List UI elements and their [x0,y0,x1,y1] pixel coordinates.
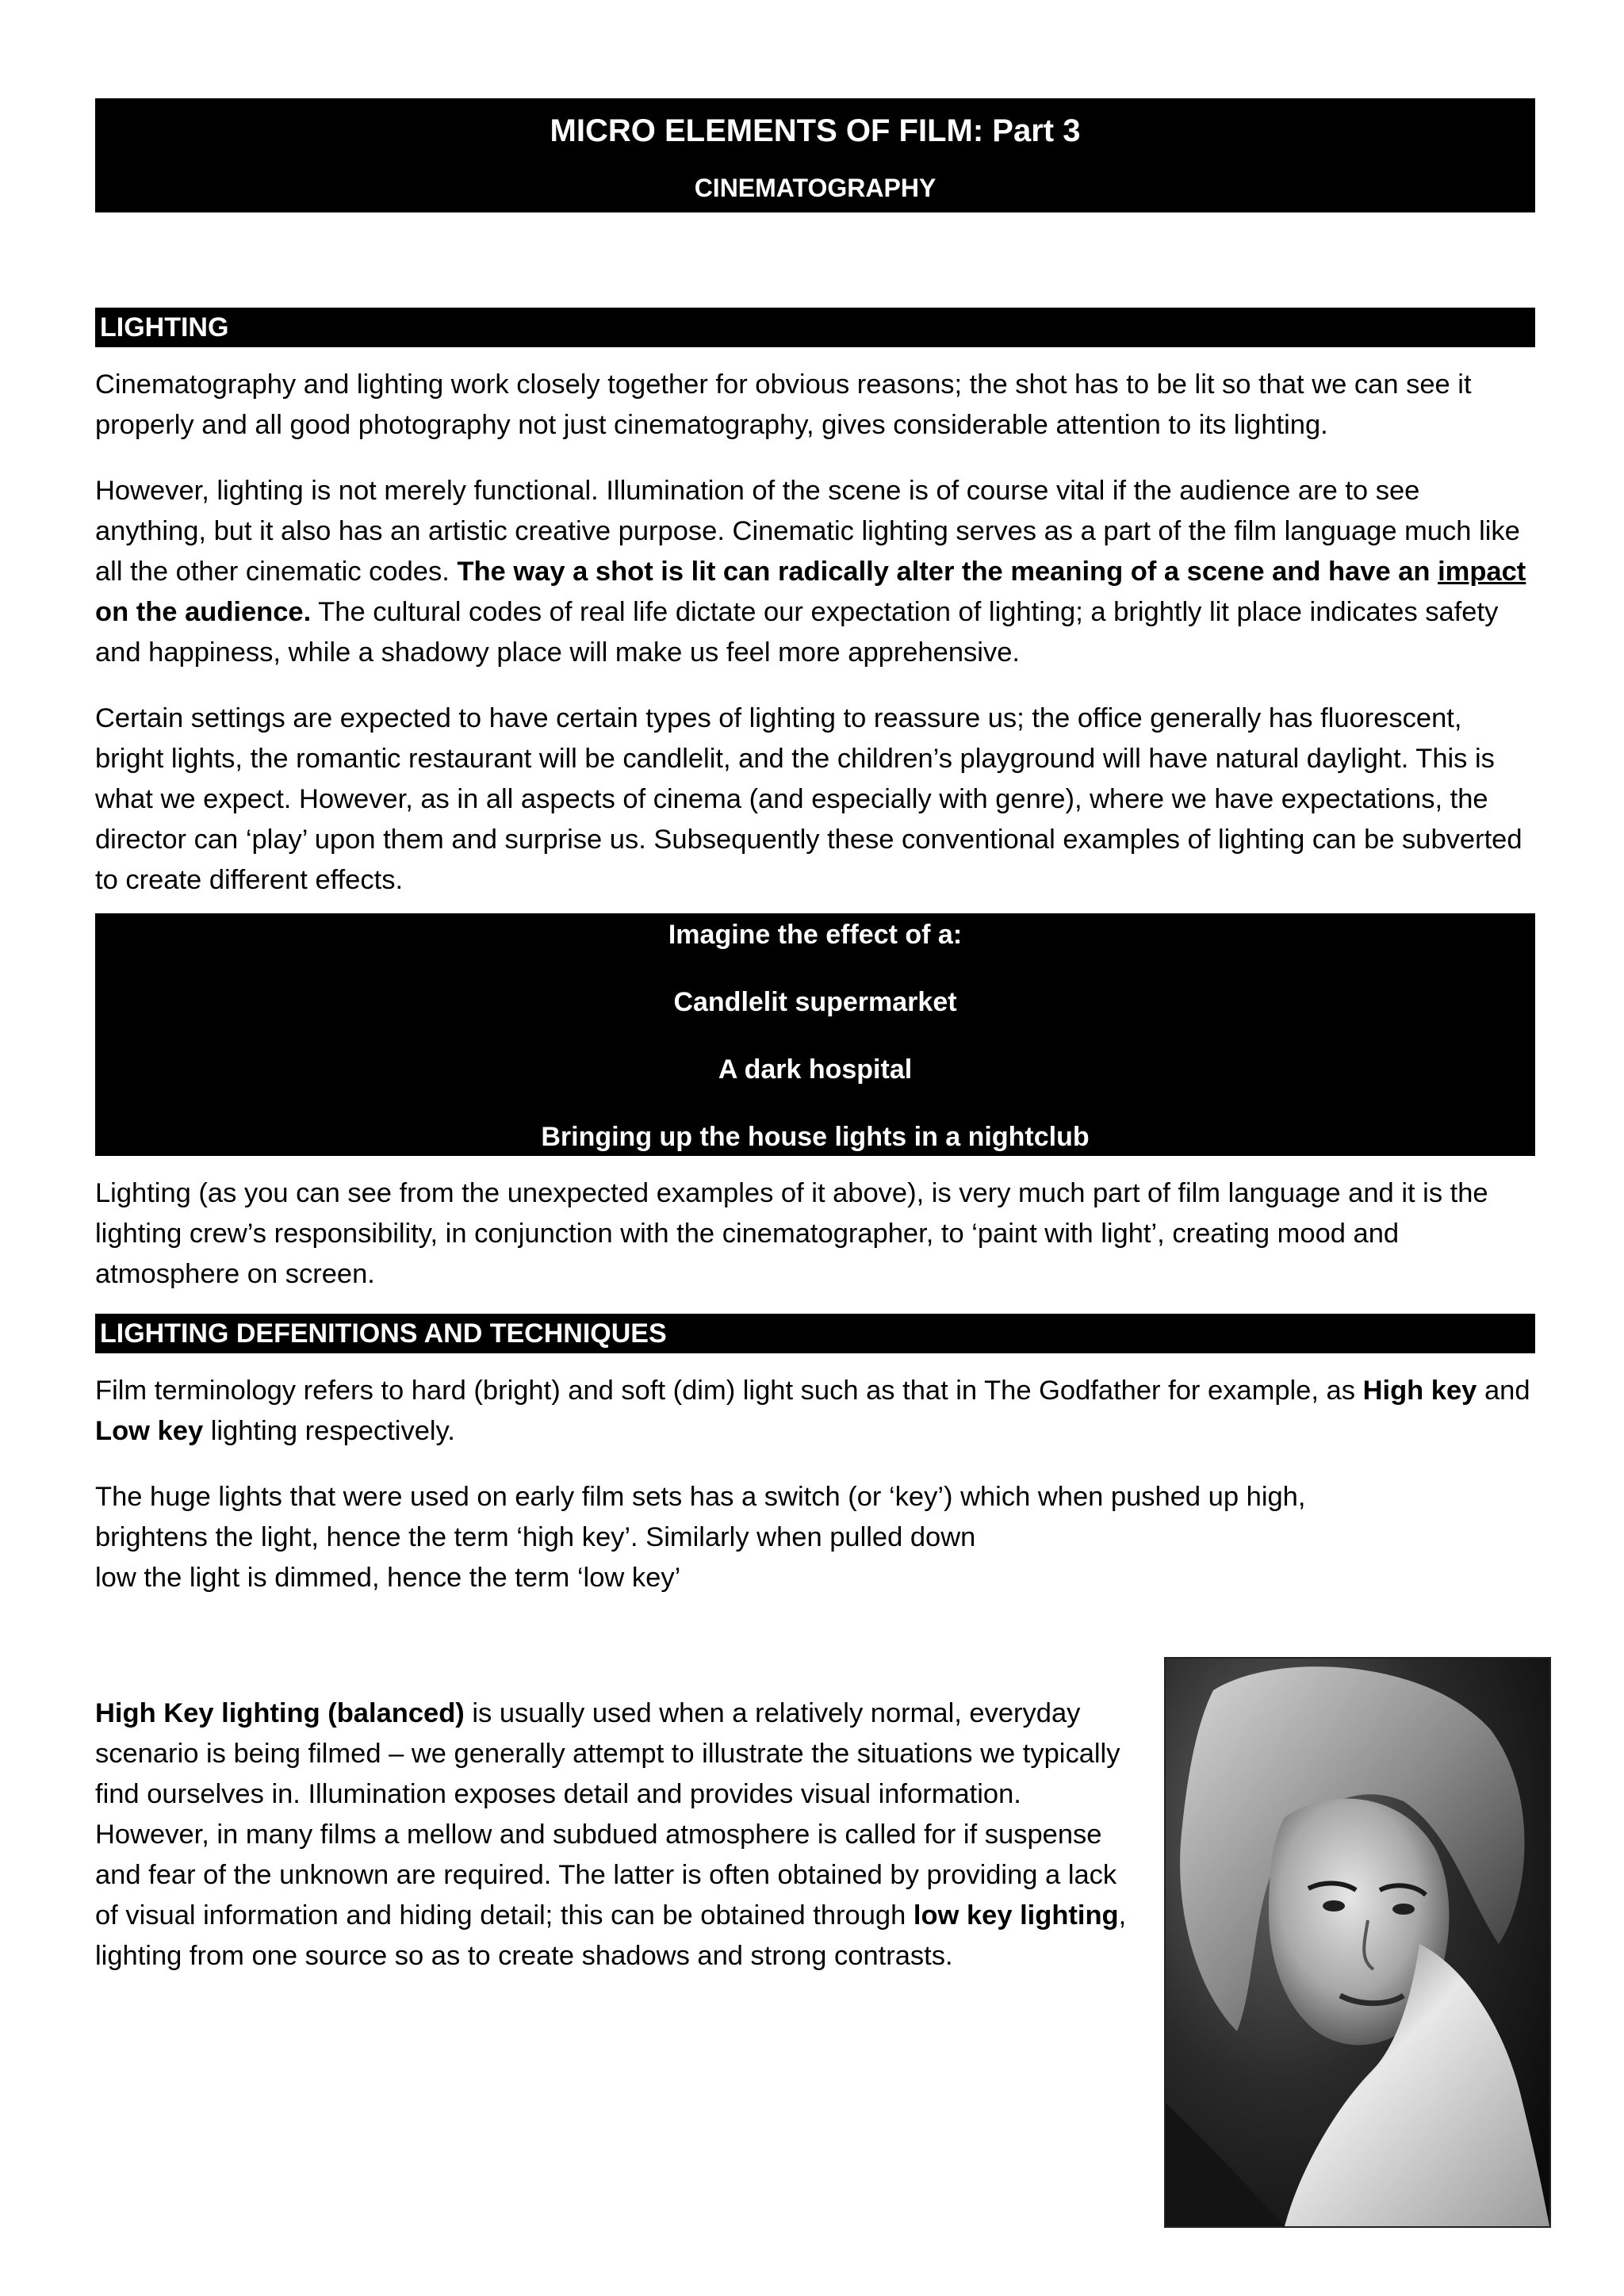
imagine-box [95,913,1535,1156]
bold-text: High key [1362,1376,1477,1406]
text-line: The huge lights that were used on early film sets has a switch (or ‘key’) which when pushed up high, [95,1482,1306,1512]
text-run: on the audience. [95,597,312,627]
bold-text: High Key lighting (balanced) [95,1698,465,1728]
text-run: and [1477,1376,1530,1406]
imagine-line: A dark hospital [718,1054,913,1085]
paragraph-key-origin [95,1477,1535,1598]
page-title: MICRO ELEMENTS OF FILM: Part 3 [550,113,1081,148]
low-key-portrait-photo [1164,1657,1551,2228]
paragraph-lighting-function [95,471,1535,673]
paragraph-lighting-settings: Certain settings are expected to have certain types of lighting to reassure us; the office generally has fluorescent, bright lights, the romantic restaurant will be candlelit, and the children’s playground will have natural daylight. This is what we expect. However, as in all aspects of cinema (and especially with genre), where we have expectations, the director can ‘play’ upon them and surprise us. Subsequently these conventional examples of lighting can be subverted to create different effects. [95,703,1522,895]
imagine-line: Bringing up the house lights in a nightclub [541,1122,1090,1152]
imagine-line: Imagine the effect of a: [668,920,963,950]
paragraph-lighting-language: Lighting (as you can see from the unexpected examples of it above), is very much part of film language and it is the lighting crew’s responsibility, in conjunction with the cinematographer, to ‘paint with light’, creating mood and atmosphere on screen. [95,1178,1488,1289]
paragraph-lighting-intro: Cinematography and lighting work closely together for obvious reasons; the shot has to be lit so that we can see it properly and all good photography not just cinematography, gives considerable attention to its lighting. [95,369,1472,440]
imagine-line: Candlelit supermarket [673,987,957,1017]
text-line: brightens the light, hence the term ‘high key’. Similarly when pulled down [95,1522,976,1552]
section-heading-definitions: LIGHTING DEFENITIONS AND TECHNIQUES [95,1314,1535,1353]
text-run: lighting respectively. [203,1416,455,1446]
text-run: is usually used when a relatively normal, everyday scenario is being filmed – we generally attempt to illustrate the situations we typically find ourselves in. Illumination exposes detail and provides visual information. However, in many films a mellow and subdued atmosphere is called for if suspense and fear of the unknown are required. The latter is often obtained by providing a lack of visual information and hiding detail; this can be obtained through [95,1698,1120,1931]
text-run: , lighting from one source so as to create shadows and strong contrasts. [95,1900,1127,1971]
text-run: The way a shot is lit can radically alter the meaning of a scene and have an [457,557,1438,587]
paragraph-high-key [95,1693,1134,1976]
page-subtitle: CINEMATOGRAPHY [694,174,936,202]
title-banner [95,98,1535,212]
text-line: low the light is dimmed, hence the term ‘low key’ [95,1563,681,1593]
bold-text: Low key [95,1416,204,1446]
bold-text: low key lighting [913,1900,1119,1931]
text-run: Film terminology refers to hard (bright) and soft (dim) light such as that in The Godfather for example, as [95,1376,1363,1406]
portrait-image [1166,1659,1549,2226]
paragraph-terminology [95,1371,1535,1452]
text-run: However, lighting is not merely functional. Illumination of the scene is of course vital if the audience are to see anything, but it also has an artistic creative purpose. Cinematic lighting serves as a part of the film language much like all the other cinematic codes. [95,476,1520,587]
section-heading-lighting: LIGHTING [95,308,1535,347]
text-run: The cultural codes of real life dictate our expectation of lighting; a brightly lit place indicates safety and happiness, while a shadowy place will make us feel more apprehensive. [95,597,1499,668]
underlined-word: impact [1438,557,1526,587]
